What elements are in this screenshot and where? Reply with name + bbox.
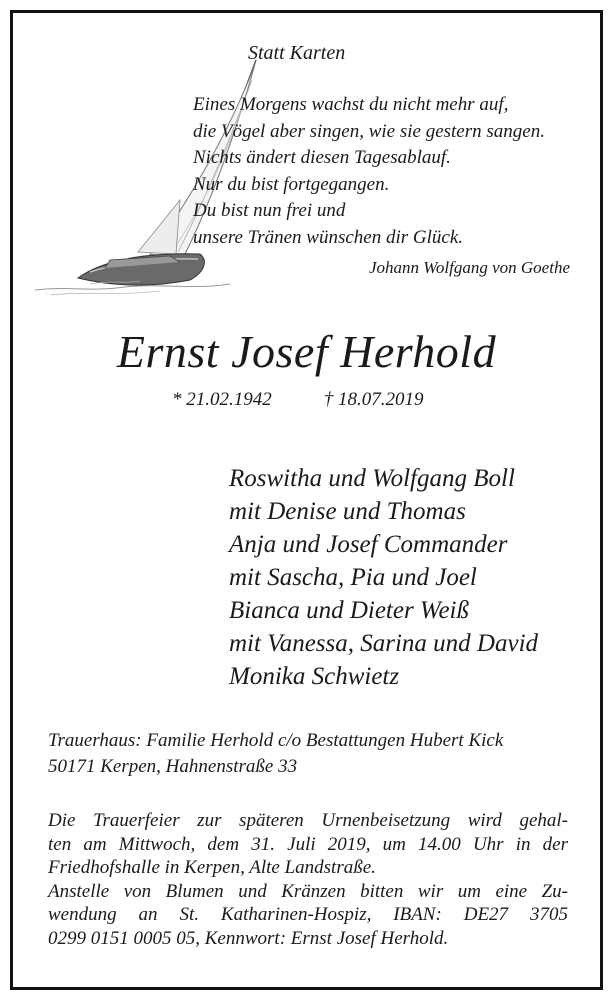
statt-karten-heading: Statt Karten (248, 42, 346, 64)
mourner-line: Roswitha und Wolfgang Boll (229, 465, 515, 492)
poem-line: Eines Morgens wachst du nicht mehr auf, (193, 94, 509, 115)
poem-line: die Vögel aber singen, wie sie gestern sangen. (193, 120, 545, 142)
notice-line: wendung an St. Katharinen-Hospiz, IBAN: DE27 3705 (48, 904, 568, 925)
mourner-line: Monika Schwietz (229, 663, 400, 690)
mourning-house-line: Trauerhaus: Familie Herhold c/o Bestattungen Hubert Kick (48, 730, 504, 751)
poem-line: Nichts ändert diesen Tagesablauf. (193, 147, 451, 168)
notice-line: Die Trauerfeier zur späteren Urnenbeisetzung wird gehal- (48, 810, 568, 831)
mourner-line: Bianca und Dieter Weiß (229, 597, 470, 624)
mourner-line: mit Sascha, Pia und Joel (229, 564, 477, 591)
death-date: † 18.07.2019 (323, 389, 424, 410)
notice-line: 0299 0151 0005 05, Kennwort: Ernst Josef Herhold. (48, 927, 449, 949)
deceased-name: Ernst Josef Herhold (116, 326, 497, 377)
birth-date: * 21.02.1942 (172, 389, 272, 410)
notice-line: Anstelle von Blumen und Kränzen bitten wir um eine Zu- (48, 880, 568, 902)
mourning-house (48, 728, 503, 780)
life-dates (172, 389, 424, 411)
mourner-line: Anja und Josef Commander (229, 531, 508, 558)
poem-author: Johann Wolfgang von Goethe (369, 258, 570, 277)
notice-line: Friedhofshalle in Kerpen, Alte Landstraße. (48, 857, 376, 878)
mourner-line: mit Vanessa, Sarina und David (229, 630, 539, 657)
mourning-house-address: 50171 Kerpen, Hahnenstraße 33 (48, 756, 298, 777)
mourner-line: mit Denise und Thomas (229, 498, 466, 525)
poem-line: Du bist nun frei und (193, 200, 346, 221)
poem (193, 92, 545, 251)
poem-line: Nur du bist fortgegangen. (193, 173, 390, 195)
notice-line: ten am Mittwoch, dem 31. Juli 2019, um 14.00 Uhr in der (48, 833, 568, 855)
poem-line: unsere Tränen wünschen dir Glück. (193, 226, 464, 248)
funeral-notice (48, 809, 568, 950)
mourners-list (229, 462, 538, 693)
